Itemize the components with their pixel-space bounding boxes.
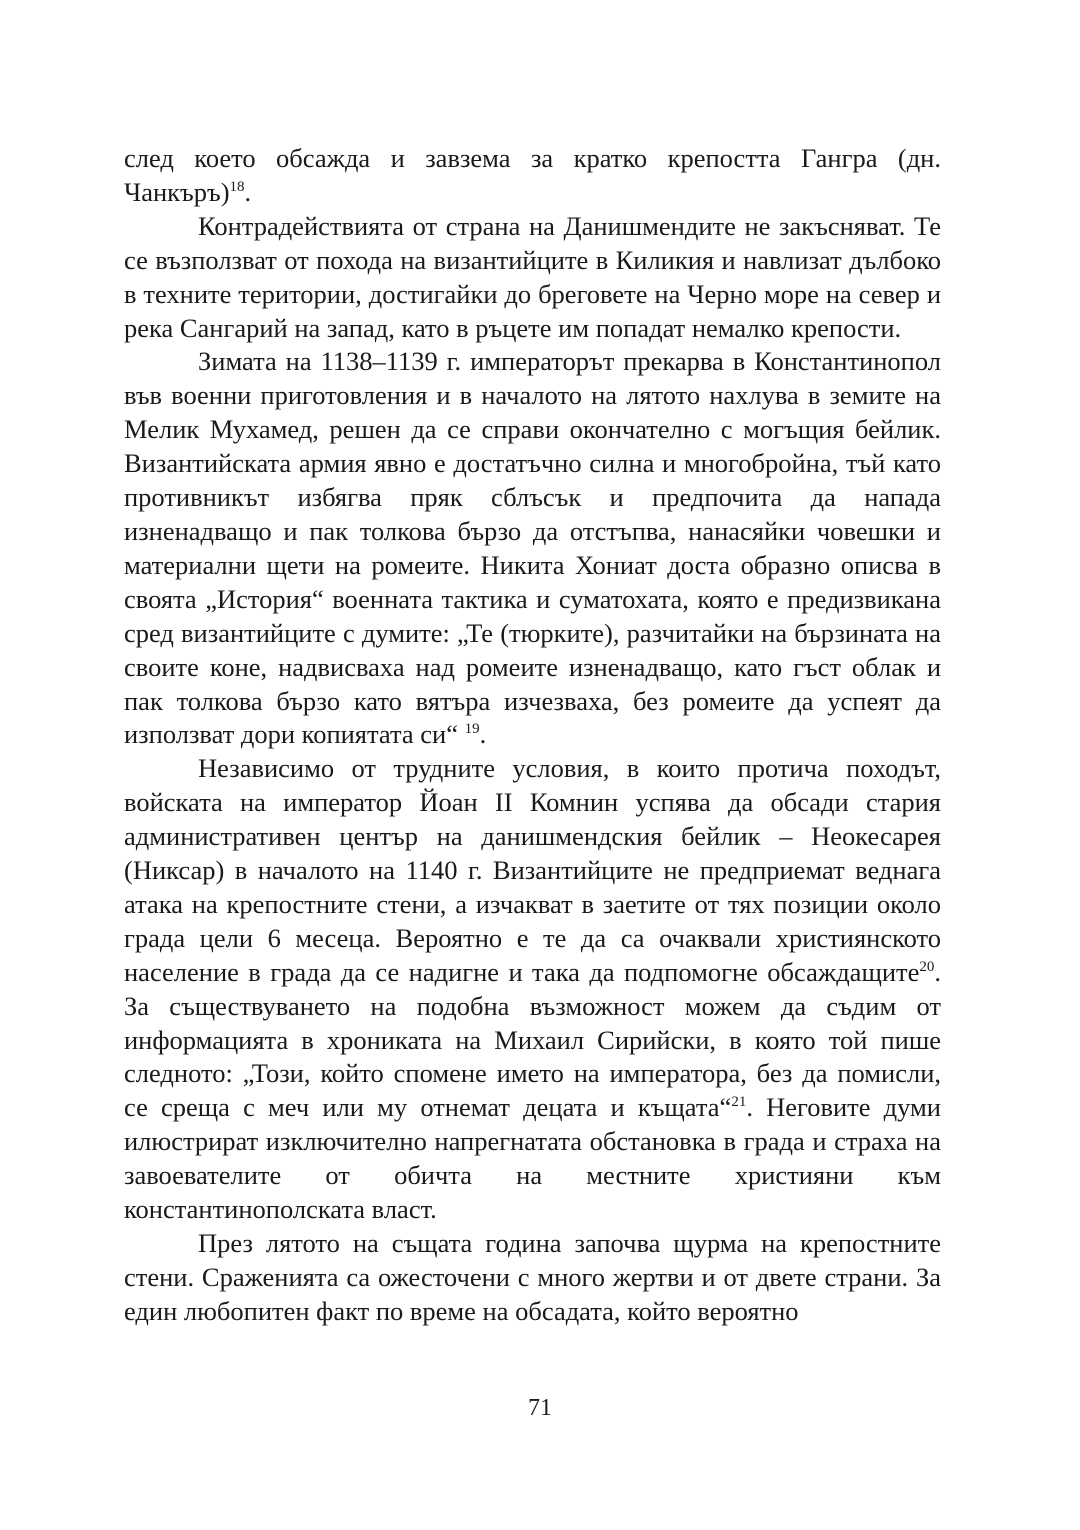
paragraph-5 xyxy=(124,1227,941,1329)
paragraph-5-text: През лятото на същата година започва щурма на крепостните стени. Сраженията са ожесточени с много жертви и от двете страни. За един любопитен факт по време на обсадата, който вероятно xyxy=(124,1228,941,1326)
paragraph-1-text: след което обсажда и завзема за кратко крепостта Гангра (дн. Чанкъръ) xyxy=(124,143,941,207)
paragraph-2 xyxy=(124,210,941,346)
paragraph-2-text: Контрадействията от страна на Данишмендите не закъсняват. Те се възползват от похода на византийците в Киликия и навлизат дълбоко в техните територии, достигайки до бреговете на Черно море на север и река Сангарий на запад, като в ръцете им попадат немалко крепости. xyxy=(124,210,941,343)
footnote-ref-21[interactable]: 21 xyxy=(731,1094,747,1111)
paragraph-4 xyxy=(124,752,941,1227)
paragraph-3 xyxy=(124,345,941,752)
paragraph-4-part2: . За съществуването на подобна възможност можем да съдим от информацията в хрониката на Михаил Сирийски, в която той пише следното: „Този, който спомене името на императора, без да помисли, се среща с меч или му отнемат децата и къщата“ xyxy=(124,956,941,1123)
footnote-ref-18[interactable]: 18 xyxy=(229,179,245,196)
paragraph-1 xyxy=(124,142,941,210)
page-number: 71 xyxy=(528,1395,552,1421)
footnote-ref-20[interactable]: 20 xyxy=(919,958,935,975)
paragraph-4-part3: . Неговите думи илюстрират изключително напрегнатата обстановка в града и страха на завоевателите от обичта на местните християни към константинополската власт. xyxy=(124,1092,941,1225)
paragraph-3-tail: . xyxy=(479,719,487,750)
paragraph-4-part1: Независимо от трудните условия, в които протича походът, войската на император Йоан II Комнин успява да обсади стария административен център на данишмендския бейлик – Неокесарея (Никсар) в началото на 1140 г. Византийците не предприемат веднага атака на крепостните стени, а изчакват в заетите от тях позиции около града цели 6 месеца. Вероятно е те да са очаквали християнското население в града да се надигне и така да подпомогне обсаждащите xyxy=(124,753,941,987)
paragraph-1-tail: . xyxy=(244,176,252,207)
paragraph-3-text: Зимата на 1138–1139 г. императорът прекарва в Константинопол във военни приготовления и в началото на лятото нахлува в земите на Мелик Мухамед, решен да се справи окончателно с могъщия бейлик. Византийската армия явно е достатъчно силна и многобройна, тъй като противникът избягва пряк сблъсък и предпочита да напада изненадващо и пак толкова бързо да отстъпва, нанасяйки човешки и материални щети на ромеите. Никита Хониат доста образно описва в своята „История“ военната тактика и суматохата, която е предизвикана сред византийците с думите: „Те (тюрките), разчитайки на бързината на своите коне, надвисваха над ромеите изненадващо, като гъст облак и пак толкова бързо като вятъра изчезваха, без ромеите да успеят да използват дори копиятата си“ xyxy=(124,346,941,750)
footnote-ref-19[interactable]: 19 xyxy=(464,721,480,738)
body-text xyxy=(124,142,941,1329)
